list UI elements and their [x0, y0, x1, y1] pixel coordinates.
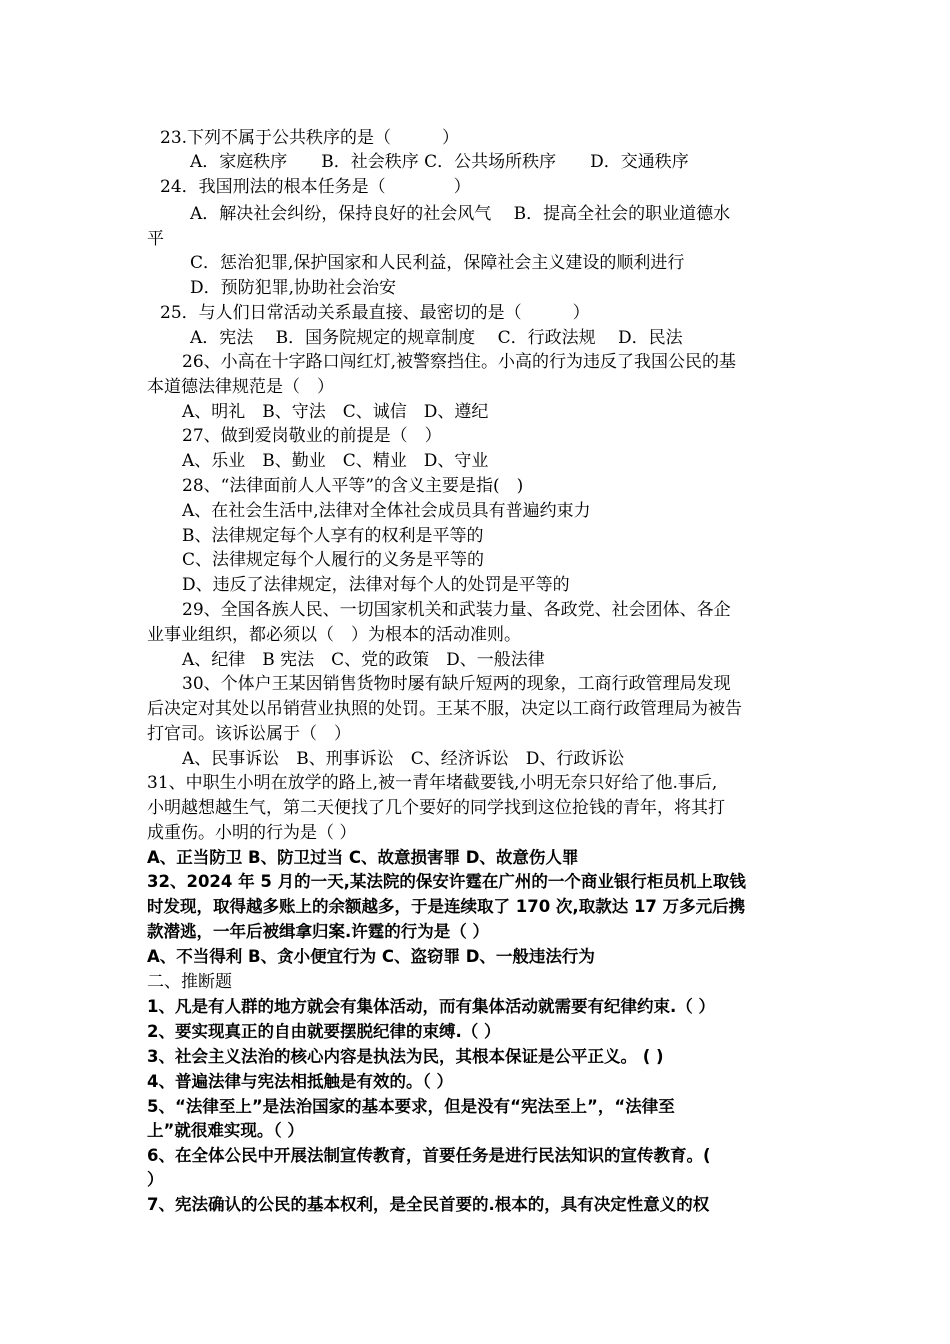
- judgement-7: 7、宪法确认的公民的基本权利，是全民首要的.根本的，具有决定性意义的权: [147, 1195, 710, 1214]
- judgement-6: 6、在全体公民中开展法制宣传教育，首要任务是进行民法知识的宣传教育。(: [147, 1146, 711, 1165]
- question-30-stem: 30、个体户王某因销售货物时屡有缺斤短两的现象，工商行政管理局发现: [182, 674, 731, 694]
- question-29-options: A、纪律 B 宪法 C、党的政策 D、一般法律: [182, 650, 545, 670]
- judgement-4: 4、普遍法律与宪法相抵触是有效的。（ ）: [147, 1072, 453, 1091]
- question-24-option-c: C．惩治犯罪,保护国家和人民利益，保障社会主义建设的顺利进行: [190, 253, 685, 273]
- question-32-options: A、不当得利 B、贪小便宜行为 C、盗窃罪 D、一般违法行为: [147, 947, 595, 966]
- question-30-options: A、民事诉讼 B、刑事诉讼 C、经济诉讼 D、行政诉讼: [182, 749, 625, 769]
- question-26-options: A、明礼 B、守法 C、诚信 D、遵纪: [182, 402, 489, 422]
- judgement-6-wrap: ）: [147, 1170, 164, 1189]
- question-28-stem: 28、“法律面前人人平等”的含义主要是指( ): [182, 476, 524, 496]
- question-28-option-d: D、违反了法律规定，法律对每个人的处罚是平等的: [182, 575, 570, 595]
- judgement-5: 5、“法律至上”是法治国家的基本要求，但是没有“宪法至上”，“法律至: [147, 1097, 675, 1116]
- question-28-option-a: A、在社会生活中,法律对全体社会成员具有普遍约束力: [182, 501, 591, 521]
- question-25-options: A．宪法 B．国务院规定的规章制度 C．行政法规 D．民法: [190, 328, 683, 348]
- question-30-stem-wrap-1: 后决定对其处以吊销营业执照的处罚。王某不服，决定以工商行政管理局为被告: [147, 699, 742, 719]
- question-23-options: A．家庭秩序 B．社会秩序 C．公共场所秩序 D．交通秩序: [190, 152, 689, 172]
- question-31-stem-wrap-1: 小明越想越生气，第二天便找了几个要好的同学找到这位抢钱的青年，将其打: [147, 798, 725, 818]
- question-26-stem-wrap: 本道德法律规范是（ ）: [147, 377, 334, 397]
- judgement-3: 3、社会主义法治的核心内容是执法为民，其根本保证是公平正义。 ( ): [147, 1047, 664, 1066]
- question-28-option-b: B、法律规定每个人享有的权利是平等的: [182, 526, 484, 546]
- question-25-stem: 25．与人们日常活动关系最直接、最密切的是（ ）: [160, 303, 590, 323]
- question-30-stem-wrap-2: 打官司。该诉讼属于（ ）: [147, 724, 351, 744]
- question-32-stem-wrap-2: 款潜逃，一年后被缉拿归案.许霆的行为是（ ）: [147, 922, 490, 941]
- question-24-option-a-wrap: 平: [147, 229, 164, 249]
- question-29-stem-wrap: 业事业组织，都必须以（ ）为根本的活动准则。: [147, 625, 521, 645]
- question-29-stem: 29、全国各族人民、一切国家机关和武装力量、各政党、社会团体、各企: [182, 600, 731, 620]
- judgement-5-wrap: 上”就很难实现。（ ）: [147, 1121, 304, 1140]
- question-27-stem: 27、做到爱岗敬业的前提是（ ）: [182, 426, 442, 446]
- question-28-option-c: C、法律规定每个人履行的义务是平等的: [182, 550, 485, 570]
- judgement-2: 2、要实现真正的自由就要摆脱纪律的束缚.（ ）: [147, 1022, 501, 1041]
- question-26-stem: 26、小高在十字路口闯红灯,被警察挡住。小高的行为违反了我国公民的基: [182, 352, 737, 372]
- question-32-stem-wrap-1: 时发现，取得越多账上的余额越多，于是连续取了 170 次,取款达 17 万多元后携: [147, 897, 746, 916]
- question-31-stem-wrap-2: 成重伤。小明的行为是（ ）: [147, 823, 357, 843]
- section-2-heading: 二、推断题: [147, 972, 232, 992]
- judgement-1: 1、凡是有人群的地方就会有集体活动，而有集体活动就需要有纪律约束.（ ）: [147, 997, 715, 1016]
- question-23-stem: 23.下列不属于公共秩序的是（ ）: [160, 128, 460, 148]
- question-27-options: A、乐业 B、勤业 C、精业 D、守业: [182, 451, 489, 471]
- question-31-options: A、正当防卫 B、防卫过当 C、故意损害罪 D、故意伤人罪: [147, 848, 579, 867]
- question-31-stem: 31、中职生小明在放学的路上,被一青年堵截要钱,小明无奈只好给了他.事后,: [147, 773, 718, 793]
- question-24-stem: 24．我国刑法的根本任务是（ ）: [160, 177, 471, 197]
- question-32-stem: 32、2024 年 5 月的一天,某法院的保安许霆在广州的一个商业银行柜员机上取钱: [147, 872, 746, 891]
- question-24-option-d: D．预防犯罪,协助社会治安: [190, 278, 397, 298]
- question-24-option-a: A．解决社会纠纷，保持良好的社会风气 B．提高全社会的职业道德水: [190, 204, 731, 224]
